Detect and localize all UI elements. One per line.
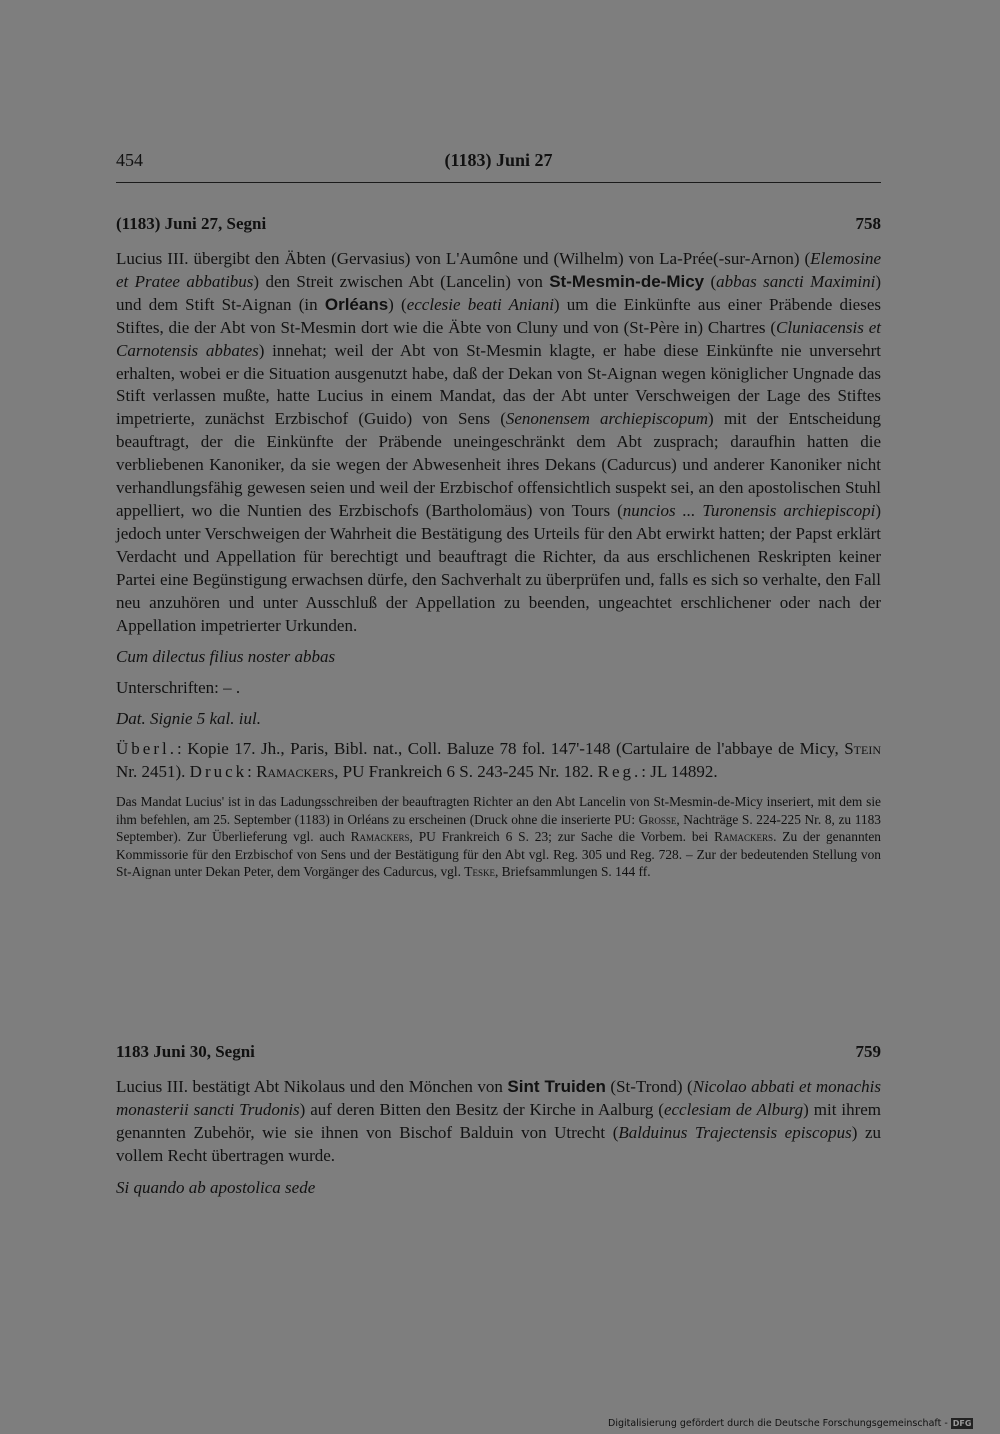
latin-quote: Elemosine et Pratee abbatibus (116, 249, 881, 291)
running-head (116, 150, 881, 174)
section-label: Reg. (597, 762, 642, 782)
latin-quote: Nicolao abbati et monachis monasterii sancti Trudonis (116, 1077, 881, 1119)
entry-heading (116, 214, 881, 240)
latin-quote: ecclesiam de Alburg (663, 1099, 804, 1119)
place-name: St-Mesmin-de-Micy (549, 271, 705, 291)
section-label: Überl. (116, 739, 177, 759)
dfg-logo: DFG (952, 1419, 972, 1428)
latin-quote: Senonensem archiepiscopum (505, 409, 709, 429)
latin-quote: Balduinus Trajectensis episcopus (618, 1122, 852, 1142)
regest-text: Lucius III. bestätigt Abt Nikolaus und den Mönchen von Sint Truiden (St-Trond) (Nicolao abbati et monachis monasterii sancti Trudonis) auf deren Bitten den Besitz der Kirche in Aalburg (ecclesiam de Alburg) mit ihrem genannten Zubehör, wie sie ihnen von Bischof Balduin von Utrecht (Balduinus Trajectensis episcopus) zu vollem Recht übertragen wurde. (116, 1077, 882, 1165)
entry-number: 758 (855, 214, 881, 233)
entry-date: 1183 Juni 30, Segni (116, 1042, 255, 1061)
latin-quote: Cluniacensis et Carnotensis abbates (116, 317, 881, 360)
section-label: Druck (189, 762, 248, 782)
author-name: Ramackers (714, 829, 774, 845)
footer-text: Digitalisierung gefördert durch die Deutsche Forschungsgemeinschaft - (608, 1418, 948, 1429)
entry-number: 759 (855, 1042, 881, 1061)
latin-quote: nuncios ... Turonensis archiepiscopi (622, 500, 876, 520)
latin-quote: ecclesie beati Aniani (406, 294, 554, 314)
entry-heading (116, 1042, 881, 1068)
page-number: 454 (116, 150, 143, 170)
signatures: Unterschriften: – . (116, 678, 241, 698)
header-rule (116, 182, 881, 183)
tradition-note: Überl.: Kopie 17. Jh., Paris, Bibl. nat., Coll. Baluze 78 fol. 147'-148 (Cartulaire de l'abbaye de Micy, Stein Nr. 2451). Druck: Ramackers, PU Frankreich 6 S. 243-245 Nr. 182. Reg.: JL 14892. (116, 739, 881, 782)
author-name: Ramackers (256, 762, 335, 782)
author-name: Grosse (638, 811, 677, 827)
regest-text: Lucius III. übergibt den Äbten (Gervasius) von L'Aumône und (Wilhelm) von La-Prée(-sur-Arnon) (Elemosine et Pratee abbatibus) den Streit zwischen Abt (Lancelin) von St-Mesmin-de-Micy (abbas sancti Maximini) und dem Stift St-Aignan (in Orléans) (ecclesie beati Aniani) um die Einkünfte aus einer Präbende dieses Stiftes, die der Abt von St-Mesmin dort wie die Äbte von Cluny und von (St-Père in) Chartres (Cluniacensis et Carnotensis abbates) innehat; weil der Abt von St-Mesmin klagte, er habe diese Einkünfte nie unversehrt erhalten, wobei er die Situation ausgenutzt habe, daß der Dekan von St-Aignan wegen königlicher Ungnade das Stift verlassen mußte, hatte Lucius in einem Mandat, das der Abt unter Verschweigen der Lage des Stiftes impetrierte, zunächst Erzbischof (Guido) von Sens (Senonensem archiepiscopum) mit der Entscheidung beauftragt, der die Einkünfte der Präbende uneingeschränkt dem Abt zusprach; daraufhin hatten die verbliebenen Kanoniker, da sie wegen der Abwesenheit ihres Dekans (Cadurcus) und anderer Kanoniker nicht verhandlungsfähig gewesen seien und weil der Erzbischof offensichtlich suspekt sei, an den apostolischen Stuhl appelliert, wo die Nuntien des Erzbischofs (Bartholomäus) von Tours (nuncios ... Turonensis archiepiscopi) jedoch unter Verschweigen der Wahrheit die Bestätigung des Urteils für den Abt erwirkt hatten; der Papst erklärt Verdacht und Appellation für berechtigt und beauftragt die Richter, da aus erschlichenen Reskripten keiner Partei eine Begünstigung erwachsen dürfe, den Sachverhalt zu überprüfen und, falls es sich so verhalte, den Fall neu anzuhören und unter Ausschluß der Appellation zu beenden, ungeachtet erschlichener oder nach der Appellation impetrierter Urkunden. (116, 249, 882, 635)
incipit: Cum dilectus filius noster abbas (116, 647, 336, 667)
place-name: Orléans (324, 294, 389, 314)
author-name: Ramackers (350, 829, 410, 845)
incipit: Si quando ab apostolica sede (116, 1177, 316, 1197)
regest-entry-758 (116, 214, 881, 881)
dating-clause: Dat. Signie 5 kal. iul. (116, 709, 261, 729)
commentary-note: Das Mandat Lucius' ist in das Ladungsschreiben der beauftragten Richter an den Abt Lancelin von St-Mesmin-de-Micy inseriert, mit dem sie ihm befehlen, am 25. September (1183) in Orléans zu erscheinen (Druck ohne die inserierte PU: Grosse, Nachträge S. 224-225 Nr. 8, zu 1183 September). Zur Überlieferung vgl. auch Ramackers, PU Frankreich 6 S. 23; zur Sache die Vorbem. bei Ramackers. Zu der genannten Kommissorie für den Erzbischof von Sens und der Bestätigung für den Abt vgl. Reg. 305 und Reg. 728. – Zur der bedeutenden Stellung von St-Aignan unter Dekan Peter, dem Vorgänger des Cadurcus, vgl. Teske, Briefsammlungen S. 144 ff. (116, 794, 881, 880)
footer-credit (608, 1418, 973, 1429)
regest-entry-759 (116, 1042, 881, 1198)
entry-date: (1183) Juni 27, Segni (116, 214, 267, 233)
latin-quote: abbas sancti Maximini (716, 271, 876, 291)
author-name: Stein (844, 739, 881, 759)
running-title: (1183) Juni 27 (444, 150, 553, 170)
place-name: Sint Truiden (507, 1077, 606, 1096)
author-name: Teske (464, 864, 495, 880)
